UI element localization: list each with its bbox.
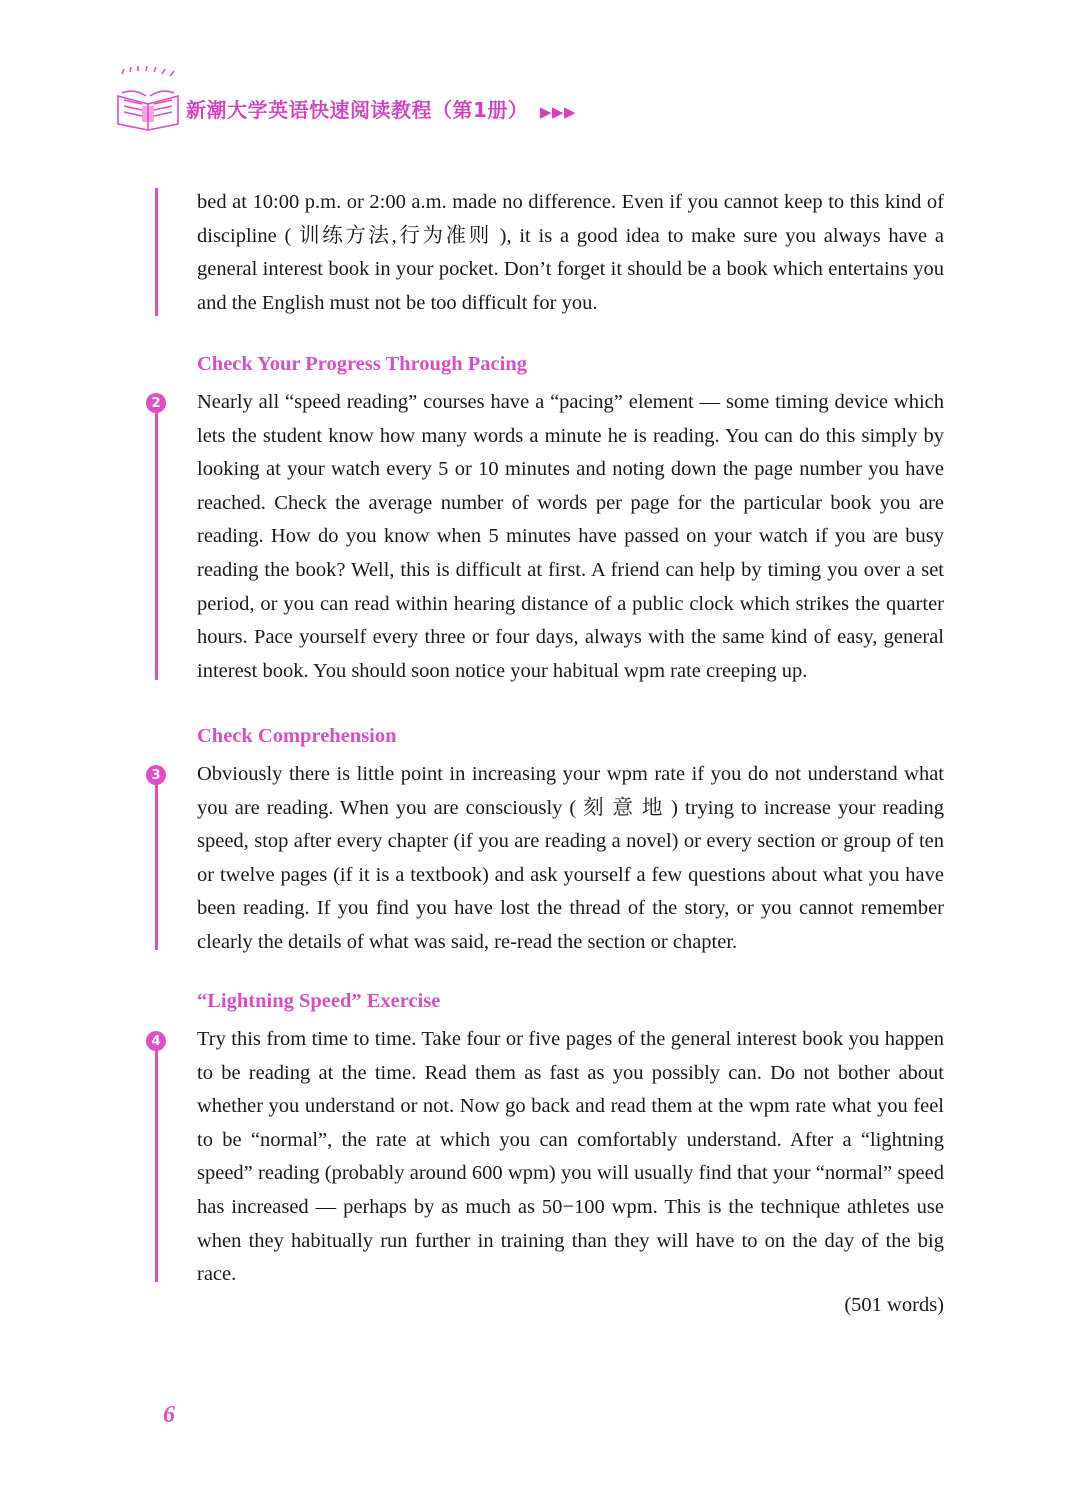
margin-bar	[155, 770, 158, 950]
section-heading: Check Comprehension	[197, 725, 397, 747]
open-book-icon	[112, 66, 184, 132]
arrow-icons: ▶▶▶	[539, 103, 576, 121]
section-heading: “Lightning Speed” Exercise	[197, 990, 441, 1012]
section-paragraph: Try this from time to time. Take four or five pages of the general interest book you happen to be reading at the time. Read them as fast as you possibly can. Do not bother about whether you understand or not. Now go back and read them at the wpm rate what you feel to be “normal”, the rate at which you can comfortably understand. After a “lightning speed” reading (probably around 600 wpm) you will usually find that your “normal” speed has increased — perhaps by as much as 50−100 wpm. This is the technique athletes use when they habitually run further in training than they will have to on the day of the big race.	[197, 1028, 944, 1286]
book-title	[186, 94, 576, 123]
book-title-text: 新潮大学英语快速阅读教程（第1册）	[186, 98, 529, 122]
margin-bar	[155, 1036, 158, 1282]
word-count: (501 words)	[844, 1294, 944, 1316]
margin-bar	[155, 398, 158, 680]
intro-paragraph: bed at 10:00 p.m. or 2:00 a.m. made no difference. Even if you cannot keep to this kind of discipline ( 训练方法,行为准则 ), it is a good idea to make sure you always have a general interest book in your pocket. Don’t forget it should be a book which entertains you and the English must not be too difficult for you.	[197, 191, 944, 314]
section-paragraph: Nearly all “speed reading” courses have a “pacing” element — some timing device which lets the student know how many words a minute he is reading. You can do this simply by looking at your watch every 5 or 10 minutes and noting down the page number you have reached. Check the average number of words per page for the particular book you are reading. How do you know when 5 minutes have passed on your watch if you are busy reading the book? Well, this is difficult at first. A friend can help by timing you over a set period, or you can read within hearing distance of a public clock which strikes the quarter hours. Pace yourself every three or four days, always with the same kind of easy, general interest book. You should soon notice your habitual wpm rate creeping up.	[197, 391, 944, 682]
section-heading: Check Your Progress Through Pacing	[197, 353, 527, 375]
margin-bar	[155, 188, 158, 316]
section-number-badge: 4	[146, 1031, 166, 1051]
section-paragraph: Obviously there is little point in increasing your wpm rate if you do not understand what you are reading. When you are consciously ( 刻 意 地 ) trying to increase your reading speed, stop after every chapter (if you are reading a novel) or every section or group of ten or twelve pages (if it is a textbook) and ask yourself a few questions about what you have been reading. If you find you have lost the thread of the story, or you cannot remember clearly the details of what was said, re-read the section or chapter.	[197, 763, 944, 953]
running-header	[112, 66, 712, 136]
section-number-badge: 3	[146, 765, 166, 785]
page-number: 6	[163, 1402, 175, 1428]
section-number-badge: 2	[146, 393, 166, 413]
